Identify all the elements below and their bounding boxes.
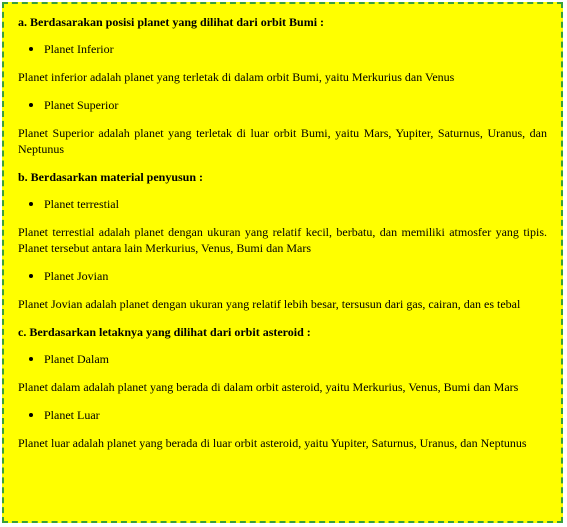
section-a-item-1-label: Planet Inferior (18, 41, 547, 57)
section-c-item-1-description: Planet dalam adalah planet yang berada di dalam orbit asteroid, yaitu Merkurius, Venus, Bumi dan Mars (18, 380, 519, 394)
section-b-item-1-label: Planet terrestial (18, 196, 547, 212)
section-b-item-1-description: Planet terrestial adalah planet dengan ukuran yang relatif kecil, berbatu, dan memiliki atmosfer yang tipis. Planet tersebut antara lain Merkurius, Venus, Bumi dan Mars (18, 225, 547, 255)
section-a-heading: a. Berdasarakan posisi planet yang dilihat dari orbit Bumi : (18, 15, 325, 29)
bullet-icon (29, 357, 33, 361)
planet-classification-box (2, 2, 563, 523)
bullet-icon (29, 413, 33, 417)
section-b-heading: b. Berdasarkan material penyusun : (18, 170, 204, 184)
bullet-icon (29, 103, 33, 107)
section-a-item-2-label: Planet Superior (18, 97, 547, 113)
bullet-icon (29, 202, 33, 206)
section-c-heading: c. Berdasarkan letaknya yang dilihat dari orbit asteroid : (18, 325, 311, 339)
section-b-item-2-label: Planet Jovian (18, 268, 547, 284)
section-c-item-1-label: Planet Dalam (18, 351, 547, 367)
section-c-item-2-description: Planet luar adalah planet yang berada di luar orbit asteroid, yaitu Yupiter, Saturnus, Uranus, dan Neptunus (18, 436, 527, 450)
section-a-item-1-description: Planet inferior adalah planet yang terletak di dalam orbit Bumi, yaitu Merkurius dan Venus (18, 70, 455, 84)
bullet-icon (29, 47, 33, 51)
section-b-item-2-description: Planet Jovian adalah planet dengan ukuran yang relatif lebih besar, tersusun dari gas, cairan, dan es tebal (18, 297, 521, 311)
bullet-icon (29, 274, 33, 278)
section-c-item-2-label: Planet Luar (18, 407, 547, 423)
section-a-item-2-description: Planet Superior adalah planet yang terletak di luar orbit Bumi, yaitu Mars, Yupiter, Saturnus, Uranus, dan Neptunus (18, 126, 547, 156)
